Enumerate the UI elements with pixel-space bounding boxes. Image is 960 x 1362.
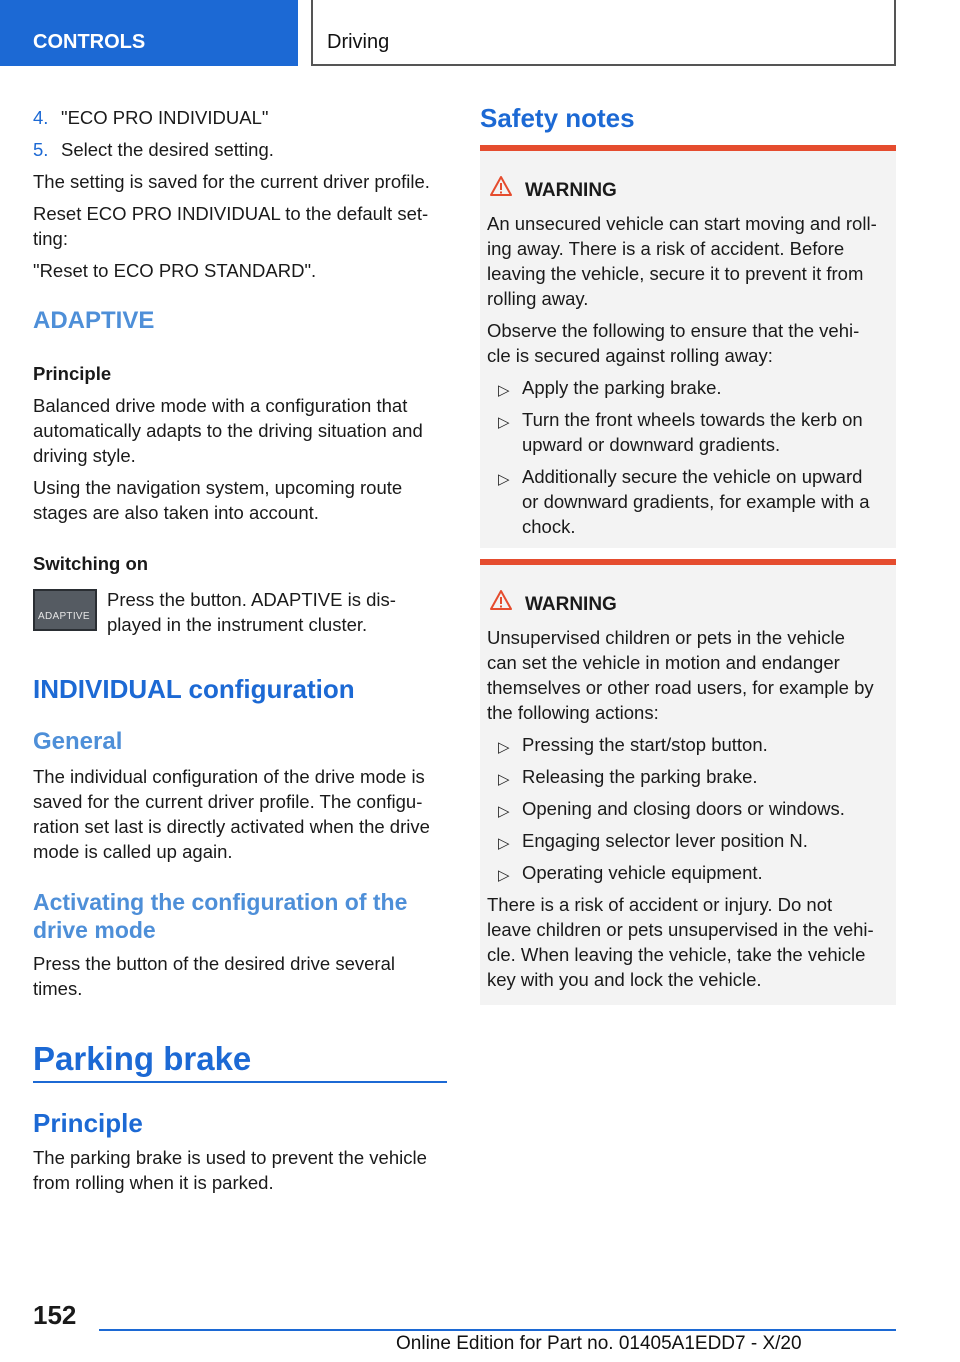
parking-brake-heading: Parking brake bbox=[33, 1040, 252, 1077]
warning-title: WARNING bbox=[525, 180, 617, 201]
step-number: 4. bbox=[33, 107, 49, 128]
chapter-tab bbox=[311, 0, 896, 66]
adaptive-heading: ADAPTIVE bbox=[33, 307, 155, 334]
pb-principle-heading: Principle bbox=[33, 1108, 143, 1138]
list-item: upward or downward gradients. bbox=[522, 434, 781, 455]
adaptive-button-icon: ADAPTIVE bbox=[33, 589, 97, 631]
list-item: chock. bbox=[522, 516, 576, 537]
bullet-icon: ▷ bbox=[498, 771, 510, 788]
warning-text: leave children or pets unsupervised in the vehi‐ bbox=[487, 919, 874, 940]
heading-rule bbox=[33, 1081, 447, 1083]
step-text: "ECO PRO INDIVIDUAL" bbox=[61, 107, 269, 128]
warning-triangle-icon bbox=[489, 589, 513, 611]
activating-heading-2: drive mode bbox=[33, 917, 156, 943]
press-text-1: Press the button. ADAPTIVE is dis‐ bbox=[107, 589, 396, 610]
section-title: CONTROLS bbox=[33, 31, 146, 53]
reset-value: "Reset to ECO PRO STANDARD". bbox=[33, 260, 317, 281]
individual-heading: INDIVIDUAL configuration bbox=[33, 674, 355, 704]
warning-text: There is a risk of accident or injury. Do not bbox=[487, 894, 833, 915]
saved-text: The setting is saved for the current driver profile. bbox=[33, 171, 430, 192]
general-heading: General bbox=[33, 728, 123, 755]
warning-title: WARNING bbox=[525, 594, 617, 615]
bullet-icon: ▷ bbox=[498, 867, 510, 884]
principle-text-2: automatically adapts to the driving situation and bbox=[33, 420, 423, 441]
general-text-3: ration set last is directly activated when the drive bbox=[33, 816, 430, 837]
warning-text: leaving the vehicle, secure it to prevent it from bbox=[487, 263, 864, 284]
edition-text: Online Edition for Part no. 01405A1EDD7 - X/20 bbox=[396, 1333, 802, 1354]
activating-heading-1: Activating the configuration of the bbox=[33, 889, 408, 915]
warning-box-1 bbox=[480, 145, 896, 548]
list-item: Apply the parking brake. bbox=[522, 377, 722, 398]
principle-heading: Principle bbox=[33, 363, 112, 384]
principle-text-3: driving style. bbox=[33, 445, 136, 466]
warning-text: ing away. There is a risk of accident. Before bbox=[487, 238, 845, 259]
warning-text: rolling away. bbox=[487, 288, 589, 309]
pb-principle-text-1: The parking brake is used to prevent the vehicle bbox=[33, 1147, 427, 1168]
principle-text-1: Balanced drive mode with a configuration that bbox=[33, 395, 408, 416]
warning-text: cle. When leaving the vehicle, take the vehicle bbox=[487, 944, 866, 965]
activating-text-2: times. bbox=[33, 978, 83, 999]
list-item: Pressing the start/stop button. bbox=[522, 734, 768, 755]
warning-box-2 bbox=[480, 559, 896, 1005]
bullet-icon: ▷ bbox=[498, 414, 510, 431]
step-number: 5. bbox=[33, 139, 49, 160]
warning-text: themselves or other road users, for example by bbox=[487, 677, 874, 698]
list-item: Engaging selector lever position N. bbox=[522, 830, 808, 851]
step-text: Select the desired setting. bbox=[61, 139, 274, 160]
nav-text-2: stages are also taken into account. bbox=[33, 502, 319, 523]
list-item: Turn the front wheels towards the kerb on bbox=[522, 409, 863, 430]
safety-notes-heading: Safety notes bbox=[480, 103, 635, 133]
warning-text: can set the vehicle in motion and endanger bbox=[487, 652, 840, 673]
section-tab bbox=[0, 0, 298, 66]
list-item: Additionally secure the vehicle on upward bbox=[522, 466, 863, 487]
list-item: or downward gradients, for example with a bbox=[522, 491, 870, 512]
footer-rule bbox=[99, 1329, 896, 1331]
warning-text: cle is secured against rolling away: bbox=[487, 345, 773, 366]
reset-text-1: Reset ECO PRO INDIVIDUAL to the default set‐ bbox=[33, 203, 429, 224]
warning-text: Observe the following to ensure that the vehi‐ bbox=[487, 320, 860, 341]
switching-heading: Switching on bbox=[33, 553, 149, 574]
general-text-1: The individual configuration of the drive mode is bbox=[33, 766, 425, 787]
general-text-2: saved for the current driver profile. The configu‐ bbox=[33, 791, 423, 812]
general-text-4: mode is called up again. bbox=[33, 841, 233, 862]
reset-text-2: ting: bbox=[33, 228, 68, 249]
list-item: Opening and closing doors or windows. bbox=[522, 798, 845, 819]
bullet-icon: ▷ bbox=[498, 382, 510, 399]
pb-principle-text-2: from rolling when it is parked. bbox=[33, 1172, 274, 1193]
activating-text-1: Press the button of the desired drive several bbox=[33, 953, 395, 974]
list-item: Releasing the parking brake. bbox=[522, 766, 758, 787]
warning-triangle-icon bbox=[489, 175, 513, 197]
warning-text: Unsupervised children or pets in the vehicle bbox=[487, 627, 845, 648]
bullet-icon: ▷ bbox=[498, 803, 510, 820]
list-item: Operating vehicle equipment. bbox=[522, 862, 763, 883]
warning-text: An unsecured vehicle can start moving and roll‐ bbox=[487, 213, 877, 234]
chapter-title: Driving bbox=[327, 31, 390, 53]
warning-text: key with you and lock the vehicle. bbox=[487, 969, 762, 990]
warning-text: the following actions: bbox=[487, 702, 659, 723]
bullet-icon: ▷ bbox=[498, 471, 510, 488]
nav-text-1: Using the navigation system, upcoming route bbox=[33, 477, 403, 498]
bullet-icon: ▷ bbox=[498, 835, 510, 852]
page-number: 152 bbox=[33, 1300, 77, 1330]
press-text-2: played in the instrument cluster. bbox=[107, 614, 368, 635]
bullet-icon: ▷ bbox=[498, 739, 510, 756]
